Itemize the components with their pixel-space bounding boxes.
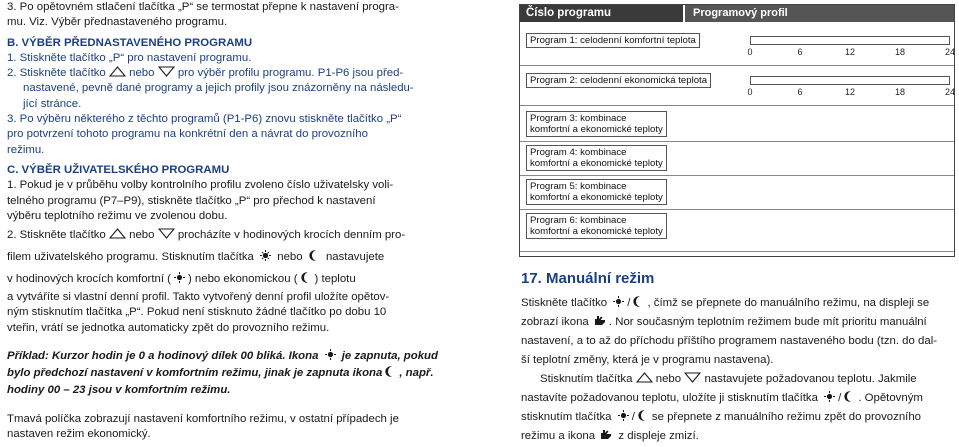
sun-icon — [615, 410, 632, 421]
program-profile-table — [519, 4, 955, 257]
moon-icon — [841, 391, 858, 402]
text: výběru teplotního režimu ve zvolenou dobu. — [7, 209, 228, 222]
section-heading: 17. Manuální režim — [521, 270, 655, 287]
text: nebo — [277, 251, 303, 264]
sun-icon — [171, 272, 188, 283]
text: 1. Pokud je v průběhu volby kontrolního profilu zvoleno číslo uživatelsky voli- — [7, 179, 394, 192]
tick-label: 12 — [844, 87, 856, 97]
text: 3. Po opětovném stlačení tlačítka „P“ se termostat přepne k nastavení progra- — [7, 1, 399, 13]
text: v hodinových krocích komfortní ( — [7, 273, 171, 286]
text: bylo předchozí nastavení v komfortním režimu, jinak je zapnuta ikona — [7, 367, 383, 380]
text: Příklad: Kurzor hodin je 0 a hodinový dílek 00 bliká. Ikona — [7, 350, 319, 363]
text: 2. Stiskněte tlačítko — [7, 67, 106, 80]
moon-icon — [630, 296, 647, 307]
text: filem uživatelského programu. Stisknutím tlačítka — [7, 251, 254, 264]
step-c1 — [7, 178, 447, 224]
row-divider — [520, 175, 954, 176]
text: pro potvrzení tohoto programu na konkrétní den a návrat do provozního — [7, 128, 368, 141]
tick-label: 18 — [894, 87, 906, 97]
profile-bar — [750, 76, 950, 85]
paragraph — [7, 0, 447, 31]
row-divider — [520, 209, 954, 210]
text: nastavujete požadovanou teplotu. Jakmile — [704, 372, 917, 385]
text: pro výběr profilu programu. P1-P6 jsou před- — [177, 67, 404, 80]
text: hodiny 00 – 23 jsou v komfortním režimu. — [7, 384, 231, 397]
text: z displeje zmizí. — [618, 429, 699, 442]
text: , čímž se přepnete do manuálního režimu, na displeji se — [647, 296, 930, 309]
program-label: Program 2: celodenní ekonomická teplota — [526, 73, 711, 88]
text: nastavení, a to až do příchodu příštího programem nastaveného bodu (tzn. do dal- — [521, 334, 938, 347]
step-b2 — [7, 66, 447, 112]
text: mu. Viz. Výběr přednastaveného programu. — [7, 16, 228, 29]
text: telného programu (P7–P9), stiskněte tlačítko „P“ pro přechod k nastavení — [7, 194, 376, 207]
text: nebo — [129, 67, 155, 80]
tick-label: 18 — [894, 47, 906, 57]
sun-icon — [322, 349, 339, 360]
tick-label: 12 — [844, 47, 856, 57]
text: je zapnuta, pokud — [341, 350, 438, 363]
text: ) teplotu — [314, 273, 356, 286]
text: ší teplotní změny, která je v programu nastavena). — [521, 353, 774, 366]
tick-label: 24 — [944, 47, 956, 57]
text: Tmavá políčka zobrazují nastavení komfortního režimu, v ostatní případech je — [7, 413, 399, 426]
text: / — [838, 391, 842, 404]
step-b1: 1. Stiskněte tlačítko „P“ pro nastavení programu. — [7, 51, 252, 64]
program-label: Program 4: kombinace komfortní a ekonomické teploty — [526, 145, 667, 171]
text: Stiskněte tlačítko — [521, 296, 608, 309]
section-b-title: B. VÝBĚR PŘEDNASTAVENÉHO PROGRAMU — [7, 36, 253, 49]
moon-icon — [635, 410, 652, 421]
text: režimu. — [7, 143, 45, 156]
moon-icon — [298, 272, 315, 283]
right-column — [521, 271, 957, 446]
text: nastavíte požadovanou teplotu, uložíte ji stisknutím tlačítka — [521, 391, 818, 404]
hand-icon — [592, 315, 609, 326]
tick-label: 6 — [797, 47, 803, 57]
text: , např. — [399, 367, 434, 380]
text: procházíte v hodinových krocích denním pro- — [177, 229, 406, 242]
text: / — [631, 410, 635, 423]
example-paragraph — [7, 348, 447, 399]
step-c2 — [7, 224, 447, 290]
text: nastaven režim ekonomický. — [7, 428, 151, 441]
text: nastavujete — [325, 251, 385, 264]
text: nastavené, pevně dané programy a jejich profily jsou znázorněny na následu- — [23, 82, 414, 95]
text: jící stránce. — [23, 97, 82, 110]
tick-label: 0 — [747, 87, 753, 97]
row-divider — [520, 65, 954, 66]
tick-label: 0 — [747, 47, 753, 57]
triangle-down-icon — [684, 372, 701, 383]
column-header-program: Číslo programu — [526, 7, 611, 19]
program-label: Program 1: celodenní komfortní teplota — [526, 33, 700, 48]
text: a vytváříte si vlastní denní profil. Takto vytvořený denní profil uložíte opětov- — [7, 291, 390, 304]
sun-icon — [257, 250, 274, 261]
sun-icon — [821, 391, 838, 402]
triangle-up-icon — [109, 66, 126, 77]
text: nebo — [129, 229, 155, 242]
table-header — [520, 5, 954, 22]
tick-label: 6 — [797, 87, 803, 97]
paragraph — [521, 294, 957, 446]
text: nebo — [655, 372, 682, 385]
program-label: Program 6: kombinace komfortní a ekonomické teploty — [526, 213, 667, 239]
hand-icon — [598, 429, 615, 440]
row-divider — [520, 105, 954, 106]
column-header-profile: Programový profil — [683, 5, 954, 22]
text: . Nor současným teplotním režimem bude mít prioritu manuální — [608, 315, 927, 328]
sun-icon — [610, 296, 627, 307]
text: vteřin, vrátí se jednotka automaticky zpět do provozního režimu. — [7, 321, 330, 334]
text: stisknutím tlačítka — [521, 410, 612, 423]
text: . Opětovným — [858, 391, 923, 404]
text: se přepnete z manuálního režimu zpět do provozního — [651, 410, 921, 423]
triangle-down-icon — [158, 66, 175, 77]
triangle-down-icon — [158, 228, 175, 239]
text: / — [627, 296, 631, 309]
text: ným stisknutím tlačítka „P“. Pokud není stisknuto žádné tlačítko po dobu 10 — [7, 306, 387, 319]
row-divider — [520, 141, 954, 142]
left-column — [7, 0, 447, 443]
triangle-up-icon — [636, 372, 653, 383]
text: zobrazí ikona — [521, 315, 589, 328]
row-divider — [520, 251, 954, 252]
text: režimu a ikona — [521, 429, 596, 442]
moon-icon — [382, 366, 399, 377]
moon-icon — [306, 250, 323, 261]
note-paragraph — [7, 412, 447, 443]
section-c-title: C. VÝBĚR UŽIVATELSKÉHO PROGRAMU — [7, 163, 230, 176]
program-label: Program 5: kombinace komfortní a ekonomické teploty — [526, 179, 667, 205]
tick-label: 24 — [944, 87, 956, 97]
step-c2-cont — [7, 290, 447, 336]
text: 3. Po výběru některého z těchto programů (P1-P6) znovu stiskněte tlačítko „P“ — [7, 113, 402, 126]
text: Stisknutím tlačítka — [540, 372, 633, 385]
text: 2. Stiskněte tlačítko — [7, 229, 106, 242]
step-b3 — [7, 112, 447, 158]
profile-bar — [750, 36, 950, 45]
triangle-up-icon — [109, 228, 126, 239]
program-label: Program 3: kombinace komfortní a ekonomické teploty — [526, 111, 667, 137]
text: ) nebo ekonomickou ( — [187, 273, 298, 286]
